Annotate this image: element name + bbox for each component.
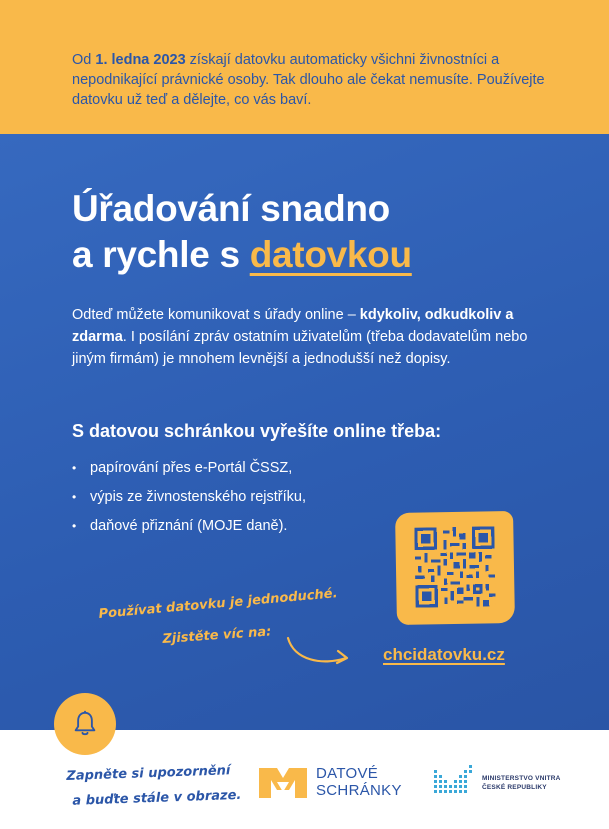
wordmark-line-2: SCHRÁNKY bbox=[316, 782, 402, 799]
page-title bbox=[72, 186, 412, 278]
title-accent: datovkou bbox=[249, 234, 412, 275]
ministry-line-2: ČESKÉ REPUBLIKY bbox=[482, 784, 547, 791]
wordmark-line-1: DATOVÉ bbox=[316, 765, 379, 782]
section-heading: S datovou schránkou vyřešíte online třeba: bbox=[72, 421, 442, 441]
title-line-2-prefix: a rychle s bbox=[72, 234, 250, 275]
intro-paragraph bbox=[72, 304, 542, 370]
ministry-logo bbox=[432, 764, 478, 800]
intro-text-1: Odteď můžete komunikovat s úřady online – bbox=[72, 307, 360, 323]
intro-bold: kdykoliv, odkudkoliv a zdarma bbox=[72, 307, 514, 345]
list-item: • daňové přiznání (MOJE daně). bbox=[72, 512, 306, 541]
banner-text-start: Od bbox=[72, 52, 96, 68]
qr-code[interactable] bbox=[414, 526, 495, 607]
footer-note-line-1: Zapněte si upozornění bbox=[66, 763, 231, 784]
intro-text-2: . I posílání zpráv ostatním uživatelům (třeba dodavatelům nebo jiným firmám) je mnohem levnější a jednodušší než dopisy. bbox=[72, 329, 528, 367]
handwritten-note-1: Používat datovku je jednoduché. bbox=[98, 586, 339, 622]
qr-code-badge[interactable] bbox=[395, 511, 515, 625]
bell-icon bbox=[70, 709, 100, 739]
handwritten-note-2: Zjistěte víc na: bbox=[162, 624, 272, 647]
title-line-1: Úřadování snadno bbox=[72, 188, 390, 229]
benefits-list bbox=[72, 454, 306, 541]
datove-schranky-logo bbox=[255, 764, 311, 802]
ministry-line-1: MINISTERSTVO VNITRA bbox=[482, 775, 561, 782]
top-banner bbox=[0, 0, 609, 134]
banner-text-rest: získají datovku automaticky všichni živnostníci a nepodnikající právnické osoby. Tak dlouho ale čekat nemusíte. Používejte datovku už teď a dělejte, co vás baví. bbox=[72, 52, 545, 108]
ministry-wordmark bbox=[482, 774, 561, 792]
banner-date: 1. ledna 2023 bbox=[95, 52, 186, 68]
notification-badge bbox=[54, 693, 116, 755]
datove-schranky-wordmark bbox=[316, 765, 402, 799]
curved-arrow-icon bbox=[286, 634, 352, 668]
list-item: • papírování přes e-Portál ČSSZ, bbox=[72, 454, 306, 483]
list-item: • výpis ze živnostenského rejstříku, bbox=[72, 483, 306, 512]
website-link[interactable]: chcidatovku.cz bbox=[383, 645, 505, 664]
footer-note-line-2: a buďte stále v obraze. bbox=[72, 787, 242, 809]
main-panel bbox=[0, 134, 609, 730]
footer-note bbox=[66, 764, 241, 814]
